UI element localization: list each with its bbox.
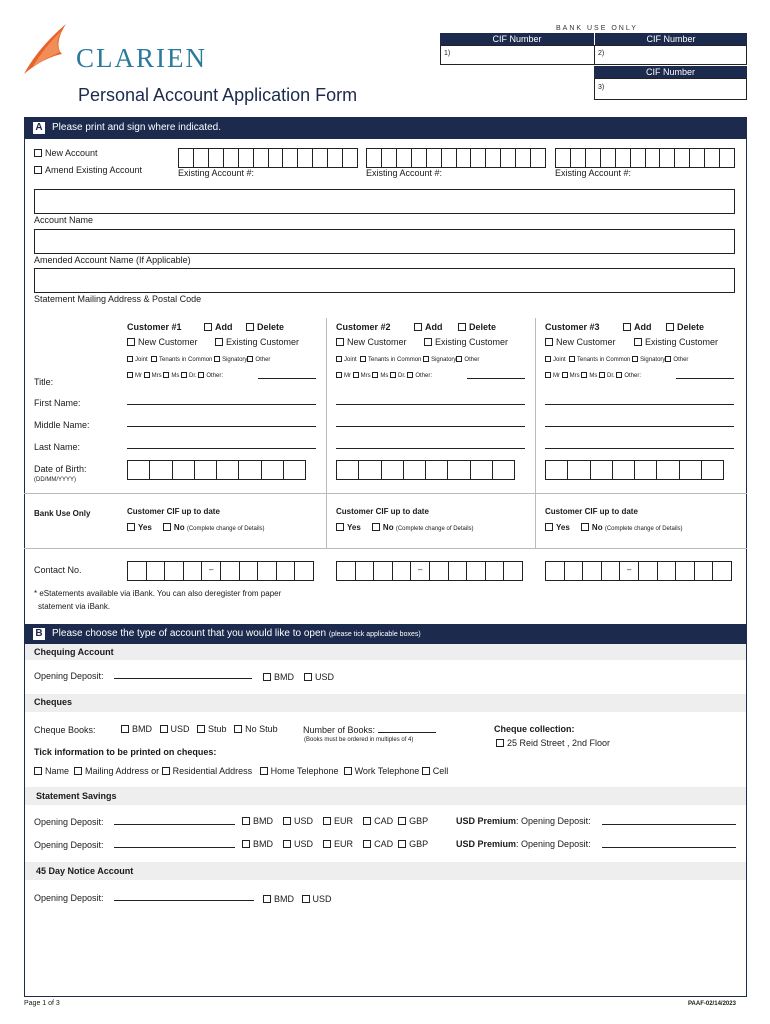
savings1-bmd-label: BMD <box>253 816 273 826</box>
customer-1-contact-dash: – <box>202 562 221 580</box>
print-work-tel-label: Work Telephone <box>354 766 420 776</box>
chequing-bmd-label: BMD <box>274 672 294 682</box>
section-a-letter-box <box>33 122 45 134</box>
clarien-logo-sail-icon <box>22 22 70 78</box>
signatory-checkbox[interactable] <box>423 356 429 362</box>
customer-1-yes-checkbox[interactable] <box>127 523 135 531</box>
other-label: Other <box>255 357 271 363</box>
existing-account-cells-1[interactable] <box>178 148 358 168</box>
mr-label: Mr <box>553 373 560 379</box>
customer-2-no-checkbox[interactable] <box>372 523 380 531</box>
customer-1-last-name[interactable] <box>127 448 316 449</box>
customer-3-other-title-line[interactable] <box>676 378 734 379</box>
contact-label: Contact No. <box>34 565 82 575</box>
customer-2-label: Customer #2 <box>336 322 391 332</box>
savings2-gbp-checkbox[interactable] <box>398 840 406 848</box>
books-note: (Books must be ordered in multiples of 4) <box>304 737 414 743</box>
amend-account-label: Amend Existing Account <box>45 165 143 175</box>
usd-premium-1-deposit: : Opening Deposit: <box>516 816 591 826</box>
customer-1-delete[interactable] <box>246 323 284 332</box>
customer-3-new[interactable] <box>545 338 616 347</box>
customer-1-existing-checkbox[interactable] <box>215 338 223 346</box>
other-label: Other <box>464 357 480 363</box>
amend-account-checkbox[interactable] <box>34 166 42 174</box>
chequing-label: Chequing Account <box>34 647 114 657</box>
bank-use-row-bottom <box>24 548 747 549</box>
customer-3-cif-options[interactable] <box>545 523 683 532</box>
cif-header-2 <box>594 33 747 45</box>
dr-checkbox[interactable] <box>390 372 396 378</box>
ms-label: Ms <box>171 373 180 379</box>
usd-premium-2-deposit: : Opening Deposit: <box>516 839 591 849</box>
customer-3-new-label: New Customer <box>556 337 616 347</box>
savings2-cad-label: CAD <box>374 839 394 849</box>
cheque-bmd-label: BMD <box>132 724 152 734</box>
savings1-gbp-label: GBP <box>409 816 429 826</box>
customer-3-new-checkbox[interactable] <box>545 338 553 346</box>
savings1-usd-label: USD <box>294 816 314 826</box>
customer-1-relationship[interactable] <box>127 356 270 363</box>
customer-1-label: Customer #1 <box>127 322 182 332</box>
section-b-header <box>24 624 747 644</box>
customer-2-delete[interactable] <box>458 323 496 332</box>
customer-2-title-options[interactable] <box>336 372 432 379</box>
other-title-checkbox[interactable] <box>407 372 413 378</box>
no-stub-label: No Stub <box>245 724 278 734</box>
cif-header-1-text: CIF Number <box>492 34 542 44</box>
savings2-bmd-label: BMD <box>253 839 273 849</box>
existing-account-label-2: Existing Account #: <box>366 168 443 178</box>
savings1-cad-label: CAD <box>374 816 394 826</box>
account-name-input[interactable] <box>34 189 735 214</box>
mrs-checkbox[interactable] <box>144 372 150 378</box>
customer-1-no-note: (Complete change of Details) <box>186 526 265 532</box>
customer-3-yes-label: Yes <box>556 523 570 532</box>
customer-1-add-checkbox[interactable] <box>204 323 212 331</box>
customer-1-no-checkbox[interactable] <box>163 523 171 531</box>
customer-2-yes-label: Yes <box>347 523 361 532</box>
customer-1-cif: Customer CIF up to date <box>127 507 220 516</box>
usd-premium-line-2[interactable] <box>602 847 736 848</box>
customer-1-add[interactable] <box>204 323 233 332</box>
print-home-tel-label: Home Telephone <box>270 766 339 776</box>
collection-address: 25 Reid Street , 2nd Floor <box>507 738 611 748</box>
no-stub-checkbox[interactable] <box>234 725 242 733</box>
last-name-label: Last Name: <box>34 442 81 452</box>
print-cell-label: Cell <box>432 766 449 776</box>
print-residential-label: Residential Address <box>172 766 253 776</box>
customer-3-middle-name[interactable] <box>545 426 734 427</box>
statement-savings-label: Statement Savings <box>36 791 117 801</box>
customer-3-contact-dash: – <box>620 562 639 580</box>
customer-2-dob[interactable] <box>336 460 515 480</box>
chequing-currency[interactable] <box>263 673 334 682</box>
joint-label: Joint <box>135 357 148 363</box>
customer-2-last-name[interactable] <box>336 448 525 449</box>
other-title-checkbox[interactable] <box>616 372 622 378</box>
savings2-gbp-label: GBP <box>409 839 429 849</box>
cheque-books-label: Cheque Books: <box>34 725 96 735</box>
section-b-letter-box <box>33 628 45 640</box>
savings-deposit-line-2[interactable] <box>114 847 235 848</box>
savings-deposit-line-1[interactable] <box>114 824 235 825</box>
cheques-bar <box>25 694 746 712</box>
customer-3-no-checkbox[interactable] <box>581 523 589 531</box>
ms-checkbox[interactable] <box>372 372 378 378</box>
customer-2-delete-checkbox[interactable] <box>458 323 466 331</box>
customer-1-other-title-line[interactable] <box>258 378 316 379</box>
cif-header-3-text: CIF Number <box>645 67 695 77</box>
customer-3-contact[interactable] <box>545 561 732 581</box>
customer-1-no-label: No <box>173 523 185 532</box>
customer-1-yes-label: Yes <box>138 523 152 532</box>
customer-1-delete-checkbox[interactable] <box>246 323 254 331</box>
ms-label: Ms <box>380 373 389 379</box>
customer-2-contact[interactable] <box>336 561 523 581</box>
savings2-cad-checkbox[interactable] <box>363 840 371 848</box>
notice-usd-label: USD <box>312 894 332 904</box>
cif-field-2-label: 2) <box>598 50 605 57</box>
dr-checkbox[interactable] <box>181 372 187 378</box>
mailing-address-input[interactable] <box>34 268 735 293</box>
cif-field-1-label: 1) <box>444 50 451 57</box>
cheque-usd-checkbox[interactable] <box>160 725 168 733</box>
existing-account-cells-2[interactable] <box>366 148 546 168</box>
statement-savings-bar <box>25 787 746 805</box>
customer-3-delete[interactable] <box>666 323 704 332</box>
section-b-title-note: (please tick applicable boxes) <box>328 631 421 638</box>
customer-2-first-name[interactable] <box>336 404 525 405</box>
other-title-label: Other: <box>206 373 224 379</box>
customer-2-no-note: (Complete change of Details) <box>395 526 474 532</box>
page-number: Page 1 of 3 <box>24 1000 60 1007</box>
mr-label: Mr <box>344 373 351 379</box>
joint-checkbox[interactable] <box>127 356 133 362</box>
customer-1-first-name[interactable] <box>127 404 316 405</box>
customer-3-first-name[interactable] <box>545 404 734 405</box>
mrs-label: Mrs <box>569 373 580 379</box>
savings1-eur-label: EUR <box>334 816 354 826</box>
customer-3-dob[interactable] <box>545 460 724 480</box>
customer-3-no-note: (Complete change of Details) <box>604 526 683 532</box>
mr-checkbox[interactable] <box>336 372 342 378</box>
chequing-usd-checkbox[interactable] <box>304 673 312 681</box>
tenants-checkbox[interactable] <box>151 356 157 362</box>
customer-2-delete-label: Delete <box>469 322 497 332</box>
customer-2-new-label: New Customer <box>347 337 407 347</box>
mrs-label: Mrs <box>360 373 371 379</box>
customer-3-last-name[interactable] <box>545 448 734 449</box>
section-b-title-wrap <box>52 629 421 639</box>
chequing-bar <box>25 644 746 660</box>
print-mailing-checkbox[interactable] <box>74 767 82 775</box>
estatement-note-1: * eStatements available via iBank. You can also deregister from paper <box>34 589 282 598</box>
signatory-label: Signatory <box>222 357 248 363</box>
usd-premium-1 <box>456 817 591 826</box>
mailing-address-label: Statement Mailing Address & Postal Code <box>34 294 202 304</box>
notice-deposit-label: Opening Deposit: <box>34 893 104 903</box>
customer-1-cif-options[interactable] <box>127 523 265 532</box>
customer-3-label: Customer #3 <box>545 322 600 332</box>
savings-deposit-label-2: Opening Deposit: <box>34 840 104 850</box>
tick-info-label: Tick information to be printed on cheques: <box>34 747 217 757</box>
customer-2-yes-checkbox[interactable] <box>336 523 344 531</box>
title-label: Title: <box>34 377 54 387</box>
signatory-checkbox[interactable] <box>214 356 220 362</box>
signatory-label: Signatory <box>640 357 666 363</box>
customer-1-existing-label: Existing Customer <box>226 337 300 347</box>
customer-3-cif: Customer CIF up to date <box>545 507 638 516</box>
account-name-label: Account Name <box>34 215 94 225</box>
customer-2-new[interactable] <box>336 338 407 347</box>
savings-currency-2[interactable] <box>242 840 428 849</box>
joint-checkbox[interactable] <box>545 356 551 362</box>
customer-2-other-title-line[interactable] <box>467 378 525 379</box>
customer-1-new-label: New Customer <box>138 337 198 347</box>
usd-premium-2-label: USD Premium <box>456 839 517 849</box>
customer-3-delete-label: Delete <box>677 322 705 332</box>
customer-3-yes-checkbox[interactable] <box>545 523 553 531</box>
notice-usd-checkbox[interactable] <box>302 895 310 903</box>
mrs-label: Mrs <box>151 373 162 379</box>
joint-label: Joint <box>553 357 566 363</box>
customer-3-add-label: Add <box>634 322 652 332</box>
tenants-checkbox[interactable] <box>360 356 366 362</box>
num-books-label: Number of Books: <box>303 725 376 735</box>
customer-2-new-checkbox[interactable] <box>336 338 344 346</box>
dob-label: Date of Birth: <box>34 464 87 474</box>
customer-3-no-label: No <box>591 523 603 532</box>
other-title-label: Other: <box>624 373 642 379</box>
signatory-checkbox[interactable] <box>632 356 638 362</box>
other-checkbox[interactable] <box>665 356 671 362</box>
customer-1-dob[interactable] <box>127 460 306 480</box>
customer-3-title-options[interactable] <box>545 372 641 379</box>
dr-label: Dr. <box>189 373 197 379</box>
stub-checkbox[interactable] <box>197 725 205 733</box>
savings-deposit-label-1: Opening Deposit: <box>34 817 104 827</box>
stub-label: Stub <box>208 724 227 734</box>
customer-1-middle-name[interactable] <box>127 426 316 427</box>
mr-checkbox[interactable] <box>127 372 133 378</box>
mr-label: Mr <box>135 373 142 379</box>
notice-currency[interactable] <box>263 895 332 904</box>
cheque-books-options[interactable] <box>121 725 278 734</box>
amend-account-option[interactable] <box>34 166 142 175</box>
customer-1-new-checkbox[interactable] <box>127 338 135 346</box>
other-checkbox[interactable] <box>247 356 253 362</box>
customer-2-existing-checkbox[interactable] <box>424 338 432 346</box>
cheque-collection-label: Cheque collection: <box>494 724 575 734</box>
logo-text: CLARIEN <box>76 43 207 73</box>
tenants-checkbox[interactable] <box>569 356 575 362</box>
notice-bmd-checkbox[interactable] <box>263 895 271 903</box>
new-account-label: New Account <box>45 148 98 158</box>
dr-label: Dr. <box>398 373 406 379</box>
customer-3-existing-label: Existing Customer <box>645 337 719 347</box>
middle-name-label: Middle Name: <box>34 420 90 430</box>
customer-2-add-checkbox[interactable] <box>414 323 422 331</box>
savings2-usd-checkbox[interactable] <box>283 840 291 848</box>
savings-currency-1[interactable] <box>242 817 428 826</box>
chequing-usd-label: USD <box>315 672 335 682</box>
usd-premium-2 <box>456 840 591 849</box>
customer-divider-2 <box>535 318 536 548</box>
page-title: Personal Account Application Form <box>78 85 358 105</box>
customer-1-existing[interactable] <box>215 338 299 347</box>
estatement-note-2: statement via iBank. <box>38 602 111 611</box>
cif-header-2-text: CIF Number <box>646 34 696 44</box>
joint-checkbox[interactable] <box>336 356 342 362</box>
customer-2-relationship[interactable] <box>336 356 479 363</box>
customer-2-add-label: Add <box>425 322 443 332</box>
customer-3-relationship[interactable] <box>545 356 688 363</box>
new-account-option[interactable] <box>34 149 98 158</box>
customer-2-existing[interactable] <box>424 338 508 347</box>
signatory-label: Signatory <box>431 357 457 363</box>
print-mailing-label: Mailing Address or <box>85 766 160 776</box>
existing-account-label-3: Existing Account #: <box>555 168 632 178</box>
savings1-eur-checkbox[interactable] <box>323 817 331 825</box>
section-a-letter: A <box>35 122 43 133</box>
form-code: PAAF-02/14/2023 <box>688 1001 736 1007</box>
joint-label: Joint <box>344 357 357 363</box>
bank-use-row-top <box>24 493 747 494</box>
savings1-gbp-checkbox[interactable] <box>398 817 406 825</box>
section-a-title: Please print and sign where indicated. <box>52 122 221 133</box>
customer-2-cif: Customer CIF up to date <box>336 507 429 516</box>
amended-name-label: Amended Account Name (If Applicable) <box>34 255 191 265</box>
section-b-title: Please choose the type of account that you would like to open <box>52 628 327 639</box>
section-a-header <box>24 117 747 139</box>
cif-field-3[interactable] <box>594 78 747 100</box>
savings2-usd-label: USD <box>294 839 314 849</box>
savings2-bmd-checkbox[interactable] <box>242 840 250 848</box>
cif-header-1 <box>440 33 594 45</box>
other-title-checkbox[interactable] <box>198 372 204 378</box>
dr-checkbox[interactable] <box>599 372 605 378</box>
print-name-label: Name <box>45 766 70 776</box>
customer-1-title-options[interactable] <box>127 372 223 379</box>
tenants-label: Tenants in Common <box>368 357 422 363</box>
tenants-label: Tenants in Common <box>159 357 213 363</box>
customer-divider-1 <box>326 318 327 548</box>
print-home-tel-checkbox[interactable] <box>260 767 268 775</box>
other-title-label: Other: <box>415 373 433 379</box>
mrs-checkbox[interactable] <box>353 372 359 378</box>
tenants-label: Tenants in Common <box>577 357 631 363</box>
customer-3-add-checkbox[interactable] <box>623 323 631 331</box>
amended-name-input[interactable] <box>34 229 735 254</box>
num-books-line[interactable] <box>378 732 436 733</box>
customer-2-existing-label: Existing Customer <box>435 337 509 347</box>
print-cell-checkbox[interactable] <box>422 767 430 775</box>
savings2-eur-label: EUR <box>334 839 354 849</box>
chequing-deposit-line[interactable] <box>114 678 252 679</box>
collection-option[interactable] <box>496 739 610 748</box>
customer-3-existing[interactable] <box>634 338 718 347</box>
dob-format: (DD/MM/YYYY) <box>34 477 76 483</box>
customer-3-delete-checkbox[interactable] <box>666 323 674 331</box>
first-name-label: First Name: <box>34 398 81 408</box>
customer-2-middle-name[interactable] <box>336 426 525 427</box>
cif-field-1[interactable] <box>440 45 595 65</box>
other-checkbox[interactable] <box>456 356 462 362</box>
notice-deposit-line[interactable] <box>114 900 254 901</box>
mr-checkbox[interactable] <box>545 372 551 378</box>
notice-account-label: 45 Day Notice Account <box>36 866 134 876</box>
existing-account-cells-3[interactable] <box>555 148 735 168</box>
ms-checkbox[interactable] <box>581 372 587 378</box>
existing-account-label-1: Existing Account #: <box>178 168 255 178</box>
customer-2-contact-dash: – <box>411 562 430 580</box>
bank-use-label: BANK USE ONLY <box>556 25 638 32</box>
cheque-usd-label: USD <box>170 724 190 734</box>
usd-premium-1-label: USD Premium <box>456 816 517 826</box>
customer-2-cif-options[interactable] <box>336 523 474 532</box>
cheque-bmd-checkbox[interactable] <box>121 725 129 733</box>
chequing-deposit-label: Opening Deposit: <box>34 671 104 681</box>
savings2-eur-checkbox[interactable] <box>323 840 331 848</box>
print-options[interactable] <box>34 767 448 776</box>
customer-3-add[interactable] <box>623 323 652 332</box>
print-work-tel-checkbox[interactable] <box>344 767 352 775</box>
usd-premium-line-1[interactable] <box>602 824 736 825</box>
print-residential-checkbox[interactable] <box>162 767 170 775</box>
collection-checkbox[interactable] <box>496 739 504 747</box>
mrs-checkbox[interactable] <box>562 372 568 378</box>
chequing-bmd-checkbox[interactable] <box>263 673 271 681</box>
new-account-checkbox[interactable] <box>34 149 42 157</box>
savings1-usd-checkbox[interactable] <box>283 817 291 825</box>
cif-header-3 <box>594 66 747 78</box>
print-name-checkbox[interactable] <box>34 767 42 775</box>
bank-use-only-label: Bank Use Only <box>34 509 91 518</box>
customer-2-add[interactable] <box>414 323 443 332</box>
customer-3-existing-checkbox[interactable] <box>634 338 642 346</box>
cif-field-3-label: 3) <box>598 84 605 91</box>
notice-bmd-label: BMD <box>274 894 294 904</box>
customer-1-delete-label: Delete <box>257 322 285 332</box>
dr-label: Dr. <box>607 373 615 379</box>
cif-field-2[interactable] <box>594 45 747 65</box>
savings1-bmd-checkbox[interactable] <box>242 817 250 825</box>
ms-label: Ms <box>589 373 598 379</box>
customer-2-no-label: No <box>382 523 394 532</box>
other-label: Other <box>673 357 689 363</box>
customer-1-new[interactable] <box>127 338 198 347</box>
section-b-letter: B <box>35 628 43 639</box>
savings1-cad-checkbox[interactable] <box>363 817 371 825</box>
cheques-label: Cheques <box>34 697 73 707</box>
customer-1-add-label: Add <box>215 322 233 332</box>
ms-checkbox[interactable] <box>163 372 169 378</box>
customer-1-contact[interactable] <box>127 561 314 581</box>
